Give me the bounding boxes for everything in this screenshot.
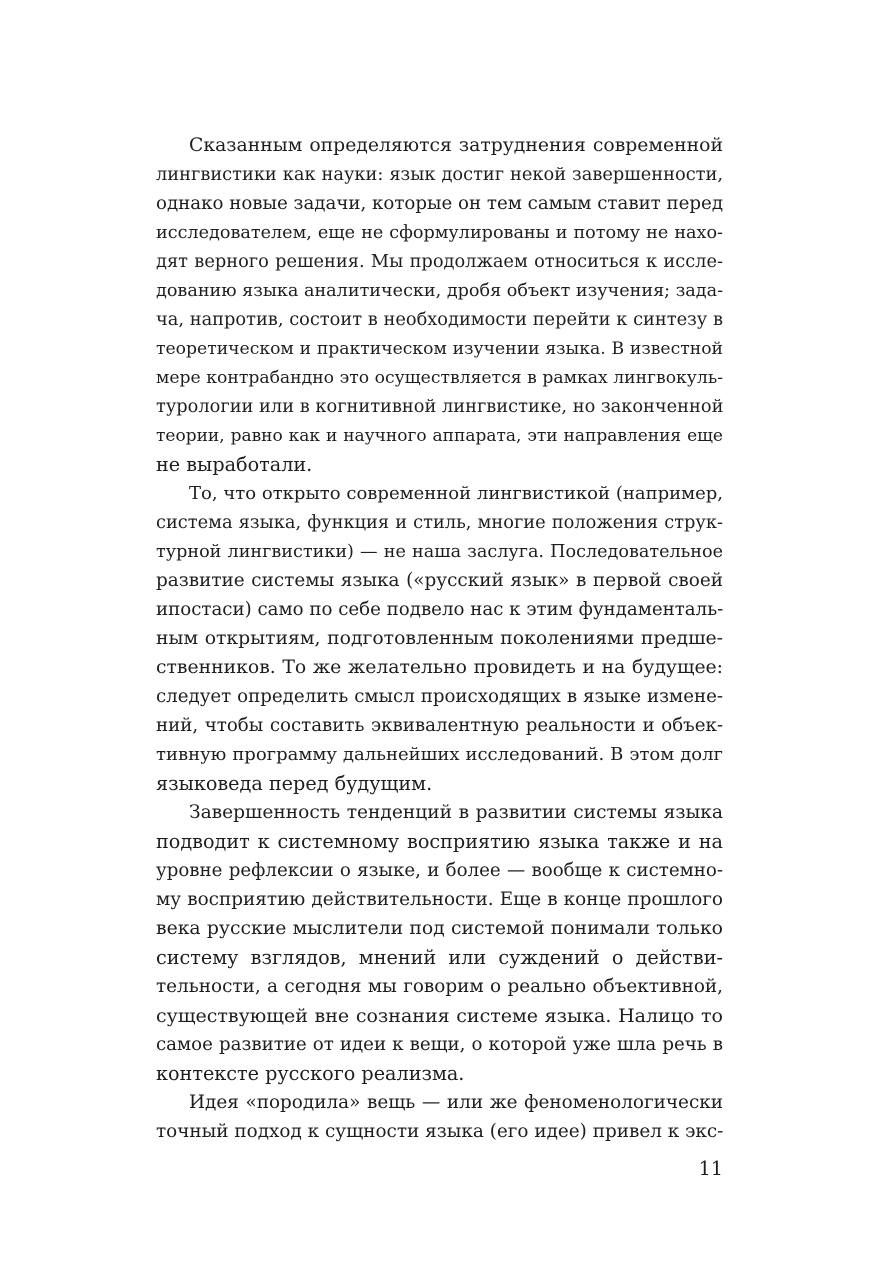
paragraph-line: следует определить смысл происходящих в языке измене- [156,686,723,707]
paragraph-line: систему взглядов, мнений или суждений о действи- [156,946,723,969]
paragraph-line: уровне рефлексии о языке, и более — вообще к системно- [156,860,723,881]
paragraph-line: развитие системы языка («русский язык» в первой своей [156,570,723,591]
paragraph-line: тивную программу дальнейших исследований. В этом долг [156,744,723,765]
paragraph-line: точный подход к сущности языка (его идее) привел к экс- [156,1121,724,1142]
paragraph-line: не выработали. [156,453,313,476]
paragraph-line: контексте русского реализма. [156,1062,465,1085]
paragraph-line: самое развитие от идеи к вещи, о которой уже шла речь в [156,1034,723,1055]
paragraph-line: турной лингвистики) — не наша заслуга. Последовательное [156,542,723,562]
paragraph-line: однако новые задачи, которые он тем самым ставит перед [156,193,724,214]
paragraph-line: ний, чтобы составить эквивалентную реальности и объек- [156,715,723,736]
page-number: 11 [698,1157,723,1180]
paragraph-line: му восприятию действительности. Еще в конце прошлого [156,889,723,910]
paragraph-line: теории, равно как и научного аппарата, эти направления еще [156,426,723,446]
paragraph-line: языковеда перед будущим. [156,772,433,795]
paragraph-line: мере контрабандно это осуществляется в рамках лингвокуль- [156,368,723,388]
paragraph-line: существующей вне сознания системе языка. Налицо то [156,1005,723,1027]
paragraph-line: турологии или в когнитивной лингвистике, но законченной [156,396,724,417]
paragraph-line: Сказанным определяются затруднения современной [189,135,723,156]
paragraph-line: исследователем, еще не сформулированы и потому не нахо- [156,223,723,243]
paragraph-line: тельности, а сегодня мы говорим о реально объективной, [156,976,723,997]
paragraph-line: ным открытиям, подготовленным поколениями предше- [156,628,723,649]
paragraph-line: Завершенность тенденций в развитии системы языка [189,802,723,823]
paragraph-line: века русские мыслители под системой понимали только [156,918,723,939]
paragraph-line: подводит к системному восприятию языка также и на [156,830,723,853]
paragraph-line: ча, напротив, состоит в необходимости перейти к синтезу в [156,309,723,330]
paragraph-line: ипостаси) само по себе подвело нас к этим фундаменталь- [156,599,724,620]
paragraph-line: Идея «породила» вещь — или же феноменологически [189,1092,723,1113]
paragraph-line: система языка, функция и стиль, многие положения струк- [156,512,723,533]
paragraph-line: дованию языка аналитически, дробя объект изучения; зада- [156,281,724,301]
paragraph-line: ственников. То же желательно провидеть и на будущее: [156,657,723,678]
paragraph-line: лингвистики как науки: язык достиг некой завершенности, [156,164,723,185]
paragraph-line: теоретическом и практическом изучении языка. В известной [156,339,723,359]
paragraph-line: дят верного решения. Мы продолжаем относиться к иссле- [156,251,723,272]
paragraph-line: То, что открыто современной лингвистикой (например, [189,483,723,504]
